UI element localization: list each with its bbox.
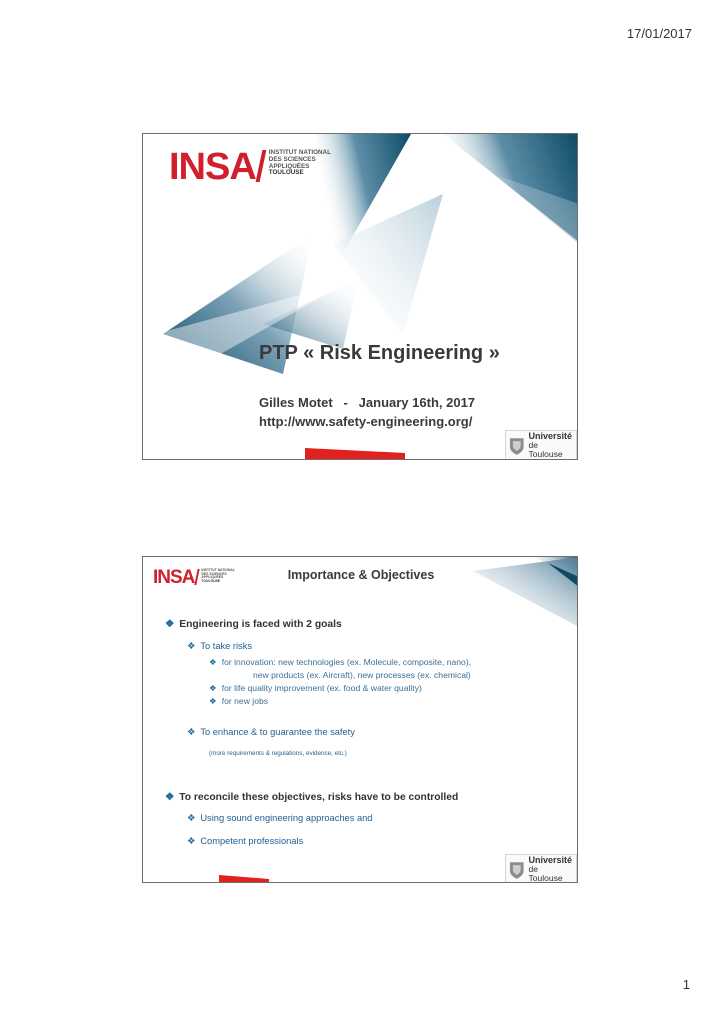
bullet-engineering-approaches: ❖ Using sound engineering approaches and	[187, 813, 373, 823]
insa-logo	[169, 148, 331, 186]
red-accent-bar	[219, 875, 269, 883]
crest-icon	[508, 436, 526, 456]
universite-toulouse-logo: Université de Toulouse	[505, 430, 577, 460]
bullet-safety: ❖ To enhance & to guarantee the safety	[187, 727, 355, 737]
insa-subtitle: INSTITUT NATIONAL DES SCIENCES APPLIQUÉES TOULOUSE	[201, 568, 235, 584]
bullet-reconcile: ❖ To reconcile these objectives, risks have to be controlled	[165, 792, 459, 803]
title-slide	[142, 133, 578, 460]
bullet-new-jobs: ❖ for new jobs	[209, 696, 269, 706]
slide-title: PTP « Risk Engineering »	[259, 342, 500, 364]
bullet-innovation: ❖ for innovation: new technologies (ex. Molecule, composite, nano),	[209, 657, 472, 667]
page-number: 1	[682, 977, 690, 992]
crest-icon	[508, 860, 526, 880]
decorative-triangles	[143, 557, 578, 883]
bullet-take-risks: ❖ To take risks	[187, 641, 253, 651]
bullet-competent-professionals: ❖ Competent professionals	[187, 836, 304, 846]
insa-wordmark: INSA	[169, 146, 256, 188]
content-slide	[142, 556, 578, 883]
author-date: Gilles Motet - January 16th, 2017	[259, 395, 476, 410]
slide-title: Importance & Objectives	[287, 568, 435, 582]
insa-subtitle: INSTITUT NATIONAL DES SCIENCES APPLIQUÉES TOULOUSE	[268, 149, 331, 177]
insa-wordmark: INSA	[153, 567, 195, 588]
page-date: 17/01/2017	[626, 26, 692, 41]
bullet-innovation-cont: new products (ex. Aircraft), new processes (ex. chemical)	[253, 670, 471, 680]
website-link[interactable]: http://www.safety-engineering.org/	[259, 414, 473, 429]
red-accent-bar	[305, 448, 405, 460]
bullet-life-quality: ❖ for life quality improvement (ex. food & water quality)	[209, 683, 422, 693]
bullet-goals: ❖ Engineering is faced with 2 goals	[165, 619, 342, 630]
insa-slash	[255, 150, 266, 182]
bullet-safety-note: (more requirements & regulations, evidence, etc.)	[209, 750, 347, 757]
universite-toulouse-logo: Université de Toulouse	[505, 854, 577, 883]
